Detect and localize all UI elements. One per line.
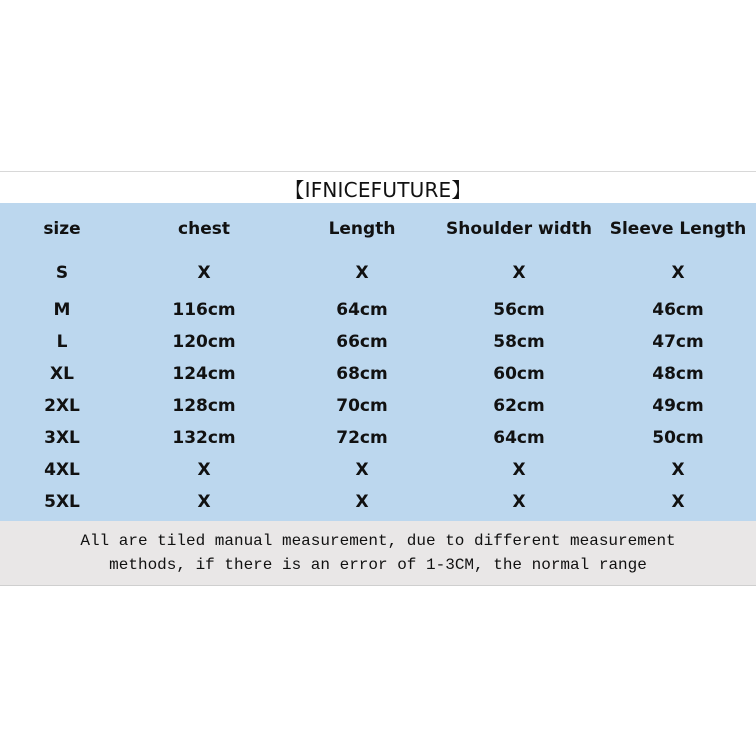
value-cell: X [671, 492, 685, 512]
size-cell: 4XL [44, 460, 80, 480]
size-table [0, 203, 756, 521]
value-cell: 60cm [493, 364, 545, 384]
value-cell: X [355, 492, 369, 512]
value-cell: 120cm [172, 332, 236, 352]
value-cell: 132cm [172, 428, 236, 448]
table-row [0, 424, 756, 452]
value-cell: 128cm [172, 396, 236, 416]
value-cell: 66cm [336, 332, 388, 352]
table-header-row [0, 215, 756, 243]
value-cell: 64cm [493, 428, 545, 448]
value-cell: 124cm [172, 364, 236, 384]
note-line-2: methods, if there is an error of 1-3CM, the normal range [109, 556, 647, 574]
size-cell: XL [50, 364, 74, 384]
value-cell: X [355, 263, 369, 283]
table-row [0, 392, 756, 420]
value-cell: X [671, 460, 685, 480]
value-cell: X [197, 263, 211, 283]
value-cell: 64cm [336, 300, 388, 320]
size-cell: L [56, 332, 68, 352]
value-cell: X [671, 263, 685, 283]
table-row [0, 296, 756, 324]
value-cell: 72cm [336, 428, 388, 448]
value-cell: 116cm [172, 300, 236, 320]
measurement-note [0, 521, 756, 586]
table-row [0, 488, 756, 516]
header-chest: chest [178, 219, 230, 239]
table-row [0, 259, 756, 287]
value-cell: 58cm [493, 332, 545, 352]
value-cell: 46cm [652, 300, 704, 320]
header-length: Length [328, 219, 396, 239]
value-cell: X [355, 460, 369, 480]
size-cell: 5XL [44, 492, 80, 512]
header-size: size [43, 219, 81, 239]
value-cell: 56cm [493, 300, 545, 320]
value-cell: 48cm [652, 364, 704, 384]
size-cell: S [55, 263, 69, 283]
table-row [0, 360, 756, 388]
value-cell: 47cm [652, 332, 704, 352]
header-shoulder-width: Shoulder width [446, 219, 592, 239]
value-cell: 70cm [336, 396, 388, 416]
table-row [0, 328, 756, 356]
value-cell: X [512, 263, 526, 283]
value-cell: 68cm [336, 364, 388, 384]
note-line-1: All are tiled manual measurement, due to different measurement [80, 532, 676, 550]
size-cell: 3XL [44, 428, 80, 448]
value-cell: 50cm [652, 428, 704, 448]
value-cell: 62cm [493, 396, 545, 416]
size-chart-title: 【IFNICEFUTURE】 [0, 171, 756, 204]
size-cell: 2XL [44, 396, 80, 416]
value-cell: 49cm [652, 396, 704, 416]
value-cell: X [197, 460, 211, 480]
value-cell: X [512, 492, 526, 512]
header-sleeve-length: Sleeve Length [609, 219, 747, 239]
table-row [0, 456, 756, 484]
value-cell: X [512, 460, 526, 480]
value-cell: X [197, 492, 211, 512]
size-cell: M [53, 300, 71, 320]
